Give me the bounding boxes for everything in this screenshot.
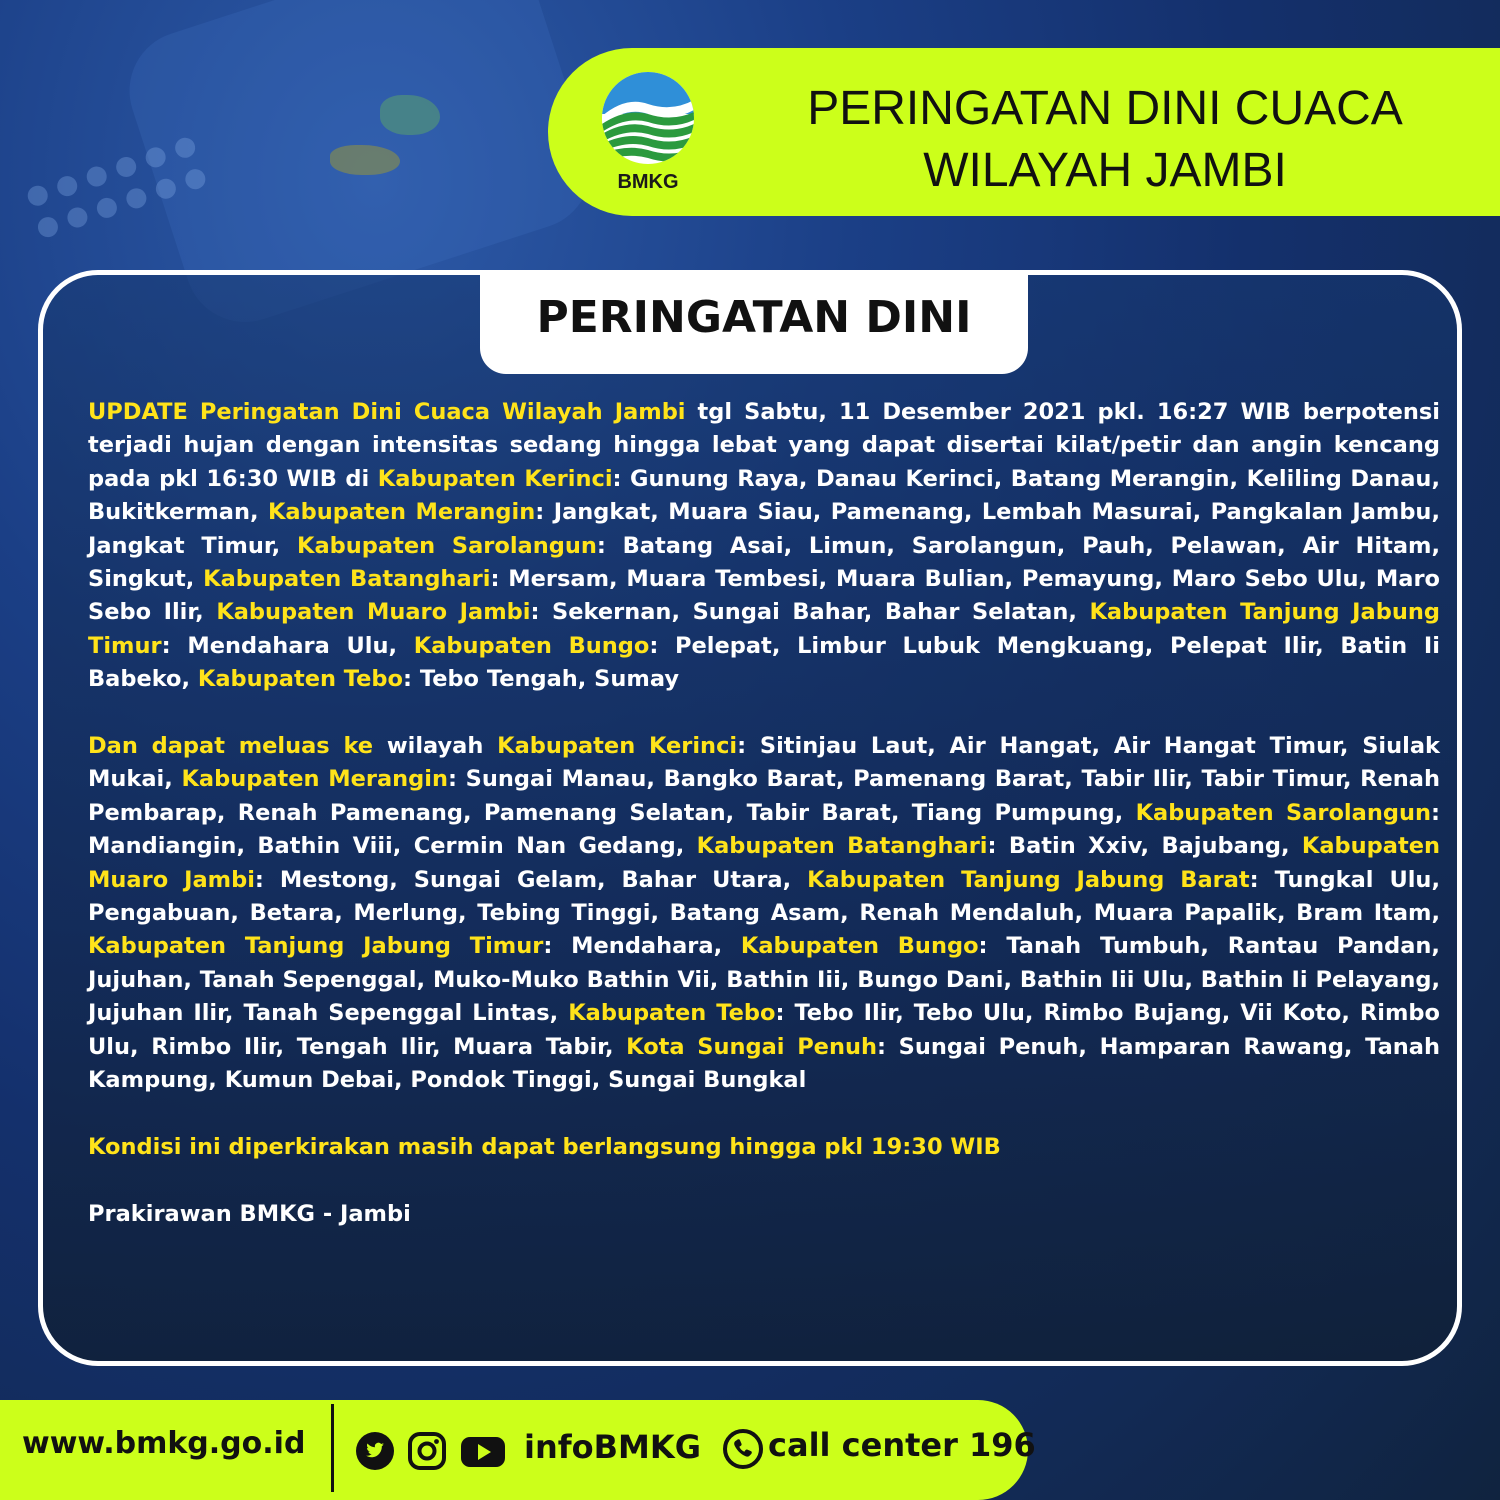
youtube-icon[interactable] [460, 1432, 506, 1470]
region-highlight: Kabupaten Bungo [740, 933, 979, 960]
region-highlight: Kabupaten Merangin [267, 499, 536, 526]
region-text: : Batang Asai, Limun, Sarolangun, Pauh, Pelawan, Air Hitam, Singkut, [88, 532, 1440, 593]
bmkg-logo [596, 70, 700, 194]
region-text: : Jangkat, Muara Siau, Pamenang, Lembah Masurai, Pangkalan Jambu, Jangkat Timur, [88, 499, 1441, 559]
region-text: : Tungkal Ulu, Pengabuan, Betara, Merlung, Tebing Tinggi, Batang Asam, Renah Mendaluh, Muara Papalik, Bram Itam, [88, 866, 1440, 927]
region-highlight: Kabupaten Kerinci [497, 733, 738, 760]
background-map-island [380, 95, 440, 135]
region-highlight: Kabupaten Tanjung Jabung Timur [88, 933, 544, 960]
region-highlight: Kabupaten Bungo [413, 632, 650, 659]
region-text: : Mendahara, [543, 933, 741, 960]
warning-paragraph-extended [88, 730, 1440, 1097]
title-line-2: WILAYAH JAMBI [923, 144, 1287, 197]
region-text: : Sitinjau Laut, Air Hangat, Air Hangat Timur, Siulak Mukai, [88, 733, 1441, 793]
panel-title: PERINGATAN DINI [536, 292, 972, 343]
region-highlight: Kabupaten Batanghari [203, 566, 491, 593]
region-highlight: Kabupaten Tebo [568, 1000, 776, 1027]
region-highlight: Kabupaten Sarolangun [297, 532, 597, 559]
region-highlight: Kabupaten Merangin [181, 766, 448, 793]
region-text: tgl Sabtu, 11 Desember 2021 pkl. 16:27 WIB berpotensi terjadi hujan dengan intensitas sedang hingga lebat yang dapat disertai kilat/petir dan angin kencang pada pkl 16:30 WIB di [88, 399, 1440, 492]
region-highlight: Kabupaten Batanghari [696, 833, 988, 860]
region-text: : Mersam, Muara Tembesi, Muara Bulian, Pemayung, Maro Sebo Ulu, Maro Sebo Ilir, [88, 566, 1440, 626]
social-handle-link[interactable]: infoBMKG [524, 1428, 701, 1466]
page-title [780, 78, 1430, 202]
instagram-icon[interactable] [408, 1432, 446, 1470]
title-line-1: PERINGATAN DINI CUACA [807, 82, 1403, 135]
region-text: : Pelepat, Limbur Lubuk Mengkuang, Pelepat Ilir, Batin Ii Babeko, [88, 632, 1440, 693]
region-text: : Batin Xxiv, Bajubang, [987, 833, 1302, 860]
region-text: : Tanah Tumbuh, Rantau Pandan, Jujuhan, Tanah Sepenggal, Muko-Muko Bathin Vii, Bathin Iii, Bungo Dani, Bathin Iii Ulu, Bathin Ii Pelayang, Jujuhan Ilir, Tanah Sepenggal Lintas, [88, 933, 1440, 1027]
region-highlight: Kabupaten Tanjung Jabung Barat [807, 866, 1250, 893]
footer-divider [331, 1404, 334, 1492]
region-highlight: Kabupaten Sarolangun [1135, 799, 1431, 826]
region-text: : Sungai Manau, Bangko Barat, Pamenang Barat, Tabir Ilir, Tabir Timur, Renah Pembarap, Renah Pamenang, Pamenang Selatan, Tabir Barat, Tiang Pumpung, [88, 766, 1440, 826]
region-text: : Mendahara Ulu, [161, 632, 414, 659]
region-text: wilayah [373, 733, 498, 760]
signature: Prakirawan BMKG - Jambi [88, 1200, 411, 1227]
region-text: : Tebo Ilir, Tebo Ulu, Rimbo Bujang, Vii Koto, Rimbo Ulu, Rimbo Ilir, Tengah Ilir, Muara Tabir, [88, 1000, 1440, 1060]
condition-note: Kondisi ini diperkirakan masih dapat berlangsung hingga pkl 19:30 WIB [88, 1133, 1001, 1160]
region-highlight: Kabupaten Tebo [197, 666, 403, 693]
region-highlight: Kota Sungai Penuh [626, 1033, 877, 1060]
region-text: : Gunung Raya, Danau Kerinci, Batang Merangin, Keliling Danau, Bukitkerman, [88, 465, 1441, 526]
region-highlight: Dan dapat meluas ke [88, 733, 374, 760]
phone-icon [722, 1428, 764, 1470]
region-highlight: Kabupaten Tanjung Jabung Timur [88, 599, 1440, 659]
region-text: : Tebo Tengah, Sumay [403, 666, 679, 693]
call-center-link[interactable]: call center 196 [768, 1426, 1036, 1464]
region-highlight: Kabupaten Muaro Jambi [216, 599, 531, 626]
warning-paragraph-current [88, 396, 1440, 697]
region-highlight: Kabupaten Kerinci [377, 465, 613, 492]
svg-text:BMKG: BMKG [617, 171, 679, 193]
region-text: : Mandiangin, Bathin Viii, Cermin Nan Gedang, [88, 799, 1440, 860]
background-map-island [330, 145, 400, 175]
panel-title-tab [480, 274, 1028, 374]
region-text: : Sekernan, Sungai Bahar, Bahar Selatan, [530, 599, 1090, 626]
website-link[interactable]: www.bmkg.go.id [22, 1426, 306, 1461]
warning-body [88, 396, 1440, 1265]
region-text: : Mestong, Sungai Gelam, Bahar Utara, [254, 866, 808, 893]
region-highlight: UPDATE Peringatan Dini Cuaca Wilayah Jambi [88, 399, 686, 425]
region-text: : Sungai Penuh, Hamparan Rawang, Tanah Kampung, Kumun Debai, Pondok Tinggi, Sungai Bungkal [88, 1033, 1440, 1094]
twitter-icon[interactable] [356, 1432, 394, 1470]
region-highlight: Kabupaten Muaro Jambi [88, 833, 1440, 893]
